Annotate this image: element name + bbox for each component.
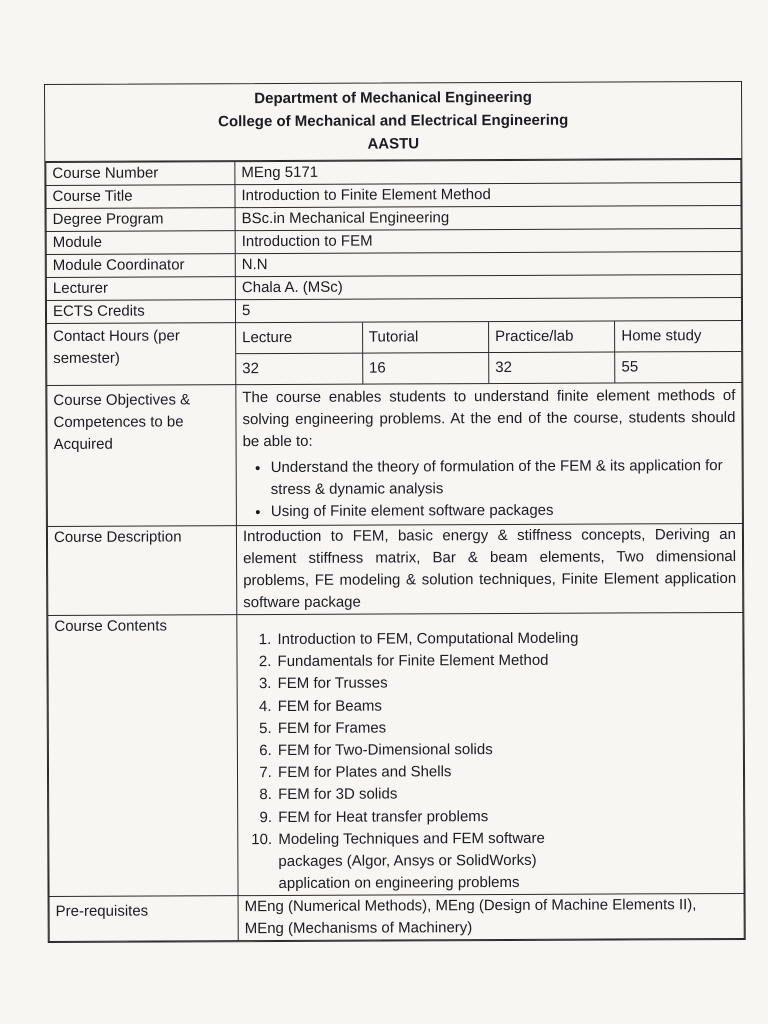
objectives-label: Course Objectives & Competences to be Acquired [47,385,237,527]
module-value: Introduction to FEM [235,228,741,253]
content-item: 6. FEM for Two-Dimensional solids [276,738,737,762]
module-coordinator-value: N.N [235,251,741,276]
ects-label: ECTS Credits [46,300,235,324]
prerequisites-label: Pre-requisites [49,896,238,942]
contact-hours-header-row [236,321,741,354]
objective-item: • Understand the theory of formulation of the FEM & its application for stress & dynamic analysis [271,455,736,501]
content-item: 7. FEM for Plates and Shells [276,760,737,784]
contents-list [275,627,737,895]
lecturer-label: Lecturer [46,277,235,301]
ects-value: 5 [235,297,741,322]
document-header [45,82,741,162]
degree-program-value: BSc.in Mechanical Engineering [235,205,741,230]
row-lecturer [46,274,741,300]
hours-value-tutorial: 16 [362,353,488,384]
description-label: Course Description [47,526,236,616]
contents-cell [237,612,744,896]
objective-item: • Using of Finite element software packages [271,499,736,523]
hours-value-practice: 32 [489,352,615,383]
row-course-title [46,182,741,208]
objectives-text: The course enables students to understand finite element methods of solving engineering problems. At the end of the course, students should be able to: [242,386,736,451]
content-item: 10. Modeling Techniques and FEM software packages (Algor, Ansys or SolidWorks) application on engineering problems [276,827,737,896]
contact-hours-table [236,321,741,384]
row-contact-hours [47,320,742,385]
objectives-list [271,455,736,523]
prerequisites-value: MEng (Numerical Methods), MEng (Design of Machine Elements II), MEng (Mechanisms of Machinery) [238,894,744,941]
course-info-table [45,159,744,942]
hours-value-home-study: 55 [615,351,741,382]
content-item: 1. Introduction to FEM, Computational Modeling [275,627,736,651]
course-title-label: Course Title [46,185,235,209]
contact-hours-cell [236,320,742,384]
row-objectives [47,382,743,526]
row-degree-program [46,205,741,231]
hours-value-lecture: 32 [236,353,362,384]
objectives-cell [236,382,743,525]
content-item: 2. Fundamentals for Finite Element Method [275,649,736,673]
university-title: AASTU [367,135,420,153]
course-title-value: Introduction to Finite Element Method [235,182,741,207]
row-module-coordinator [46,251,741,277]
row-course-number [46,159,741,185]
course-number-value: MEng 5171 [235,159,741,184]
hours-header-practice: Practice/lab [489,322,615,353]
row-module [46,228,741,254]
content-item: 9. FEM for Heat transfer problems [276,805,737,829]
contents-label: Course Contents [48,615,238,897]
hours-header-tutorial: Tutorial [362,322,488,353]
course-number-label: Course Number [46,162,235,186]
lecturer-value: Chala A. (MSc) [235,274,741,299]
row-description [47,523,742,615]
department-title: Department of Mechanical Engineering [254,88,532,108]
module-coordinator-label: Module Coordinator [46,254,235,278]
contact-hours-values-row [236,351,741,384]
module-label: Module [46,231,235,255]
content-item: 3. FEM for Trusses [276,671,737,695]
degree-program-label: Degree Program [46,208,235,232]
row-contents [48,612,744,896]
content-item: 5. FEM for Frames [276,716,737,740]
row-ects [46,297,741,323]
row-prerequisites [49,894,744,942]
content-item: 8. FEM for 3D solids [276,782,737,806]
contact-hours-label: Contact Hours (per semester) [47,323,236,386]
hours-header-home-study: Home study [615,321,741,352]
hours-header-lecture: Lecture [236,323,362,354]
description-value: Introduction to FEM, basic energy & stiffness concepts, Deriving an element stiffness matrix, Bar & beam elements, Two dimensional problems, FE modeling & solution techniques, Finite Element application software package [236,523,742,614]
college-title: College of Mechanical and Electrical Engineering [218,111,569,131]
course-outline-table [44,81,746,943]
content-item: 4. FEM for Beams [276,694,737,718]
